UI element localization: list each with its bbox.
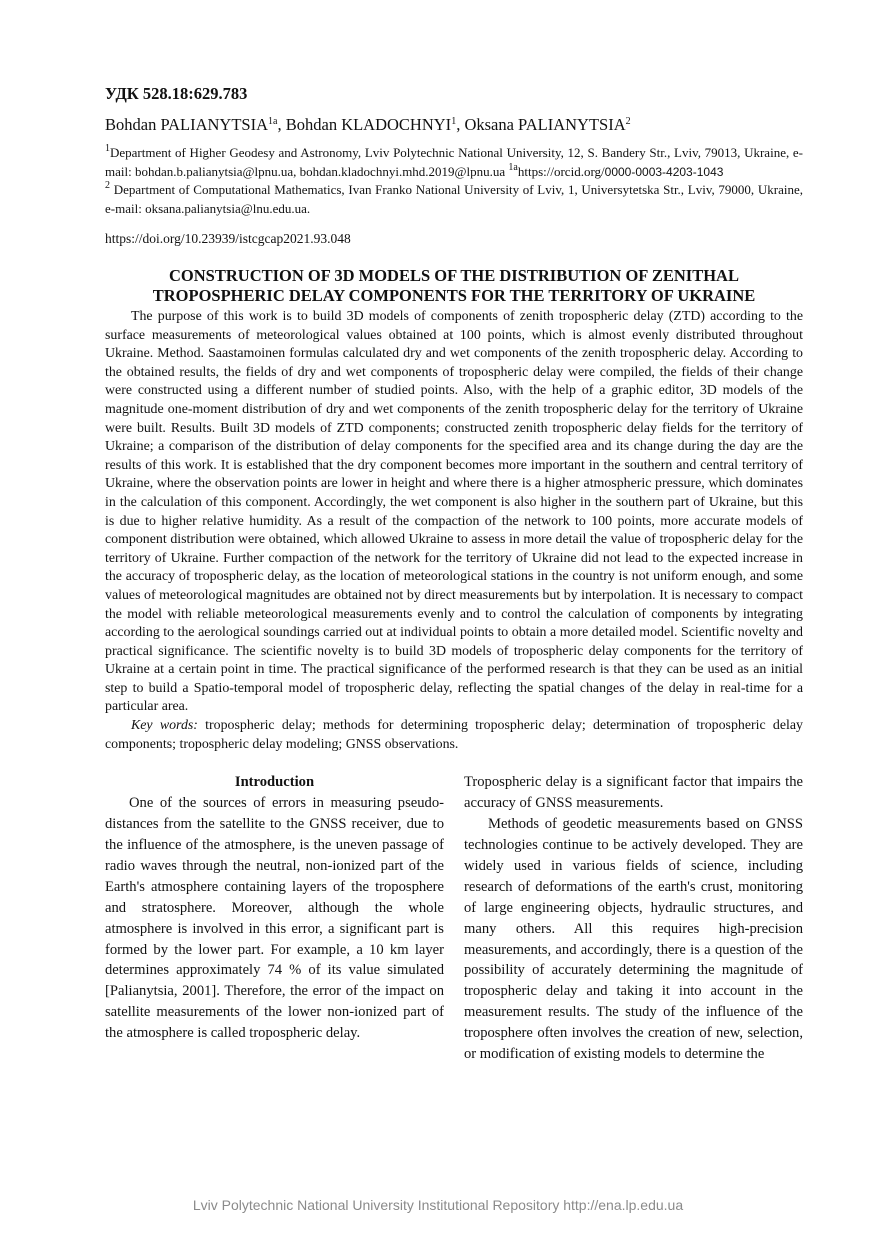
keywords-text: tropospheric delay; methods for determining tropospheric delay; determination of tropospheric delay components; tropospheric delay modeling; GNSS observations. — [105, 718, 803, 752]
author-separator: , — [277, 115, 286, 134]
author-affiliation-mark: 2 — [625, 116, 631, 127]
left-column — [105, 772, 444, 1065]
paragraph: One of the sources of errors in measuring pseudo-distances from the satellite to the GNSS receiver, due to the influence of the atmosphere, is the uneven passage of radio waves through the neutral, non-ionized part of the Earth's atmosphere containing layers of the troposphere and stratosphere. Moreover, although the whole atmosphere is involved in this error, a significant part is formed by the lower part. For example, a 10 km layer determines approximately 74 % of its value simulated [Palianytsia, 2001]. Therefore, the error of the impact on satellite measurements of the lower non-ionized part of the atmosphere is called tropospheric delay. — [105, 795, 444, 1042]
affiliation-1: Department of Higher Geodesy and Astronomy, Lviv Polytechnic National University, 12, S. Bandery Str., Lviv, 79013, Ukraine, e-mail: bohdan.b.palianytsia@lpnu.ua, bohdan.kladochnyi.mhd.2019@lpnu.ua — [105, 145, 803, 179]
author-name: Bohdan PALIANYTSIA — [105, 115, 269, 134]
keywords-label: Key words: — [131, 718, 198, 734]
affiliation-2: Department of Computational Mathematics, Ivan Franko National University of Lviv, 1, Universytetska Str., Lviv, 79000, Ukraine, e-mail: oksana.palianytsia@lnu.edu.ua. — [105, 182, 803, 216]
paper-page — [105, 84, 803, 1065]
abstract — [105, 308, 803, 754]
affiliations — [105, 144, 803, 218]
orcid-id[interactable]: 0000-0003-4203-1043 — [604, 164, 724, 179]
repository-footer: Lviv Polytechnic National University Institutional Repository http://ena.lp.edu.ua — [192, 1197, 684, 1213]
author-list — [105, 114, 803, 136]
section-heading: Introduction — [234, 774, 315, 791]
author-affiliation-mark: 1 — [451, 116, 457, 127]
two-column-body — [105, 772, 803, 1065]
title-line: TROPOSPHERIC DELAY COMPONENTS FOR THE TERRITORY OF UKRAINE — [152, 286, 756, 305]
paper-title — [105, 266, 803, 306]
paragraph: Tropospheric delay is a significant factor that impairs the accuracy of GNSS measurements. — [464, 774, 803, 812]
author-affiliation-mark: 1a — [268, 116, 278, 127]
abstract-text: The purpose of this work is to build 3D models of components of zenith tropospheric delay (ZTD) according to the surface measurements of meteorological values obtained at 100 points, which is almost evenly distributed throughout Ukraine. Method. Saastamoinen formulas calculated dry and wet components of the zenith tropospheric delay. According to the obtained results, the fields of dry and wet components of tropospheric delay were compiled, the fields of their change were constructed using a different number of studied points. Also, with the help of a graphic editor, 3D models of the magnitude one-moment distribution of dry and wet components of the zenith tropospheric delay for the territory of Ukraine were built. Results. Built 3D models of ZTD components; constructed zenith tropospheric delay fields for the territory of Ukraine; a comparison of the distribution of delay components for the specified area and its change during the day are the results of this work. It is established that the dry component becomes more important in the southern and central territory of Ukraine, where the observation points are lower in height and where there is a higher atmospheric pressure, which dominates in the calculation of this component. Accordingly, the wet component is also higher in the southern part of Ukraine, but this is due to higher relative humidity. As a result of the compaction of the network to 100 points, more accurate models of component distribution were obtained, which allowed Ukraine to assess in more detail the value of tropospheric delay for the territory of Ukraine. Further compaction of the network for the territory of Ukraine did not lead to the expected increase in the accuracy of tropospheric delay, as the location of meteorological stations in the country is not uniform enough, and some values of meteorological magnitudes are obtained not by direct measurements but by interpolation. It is necessary to compact the model with reliable meteorological measurements evenly and to control the calculation of components by integrating according to the aerological soundings carried out at individual points to obtain a more detailed model. Scientific novelty and practical significance. The scientific novelty is to build 3D models of tropospheric delay components for the territory of Ukraine at a certain point in time. The practical significance of the performed research is that they can be used as an initial step to build a Spatio-temporal model of tropospheric delay, reflecting the spatial changes of the delay in real-time for a particular area. — [105, 309, 803, 715]
paragraph: Methods of geodetic measurements based on GNSS technologies continue to be actively developed. They are widely used in various fields of science, including research of deformations of the earth's crust, monitoring of large engineering objects, hydraulic structures, and many others. All this requires high-precision measurements, and accordingly, there is a question of the possibility of accurately determining the magnitude of tropospheric delay and taking it into account in the measurement results. The study of the influence of the troposphere often involves the creation of new, selection, or modification of existing models to determine the — [464, 816, 803, 1063]
affiliation-mark: 1 — [105, 143, 110, 154]
keywords — [105, 717, 803, 754]
title-line: CONSTRUCTION OF 3D MODELS OF THE DISTRIBUTION OF ZENITHAL — [169, 266, 739, 285]
author-separator: , — [456, 115, 465, 134]
orcid-mark: 1a — [508, 161, 518, 173]
udc-code: УДК 528.18:629.783 — [105, 84, 248, 103]
author-name: Oksana PALIANYTSIA — [464, 115, 626, 134]
orcid-link[interactable]: https://orcid.org/ — [517, 163, 605, 179]
right-column — [464, 772, 803, 1065]
doi-link[interactable]: https://doi.org/10.23939/istcgcap2021.93.048 — [105, 231, 351, 246]
affiliation-mark: 2 — [105, 180, 110, 191]
author-name: Bohdan KLADOCHNYI — [285, 115, 452, 134]
